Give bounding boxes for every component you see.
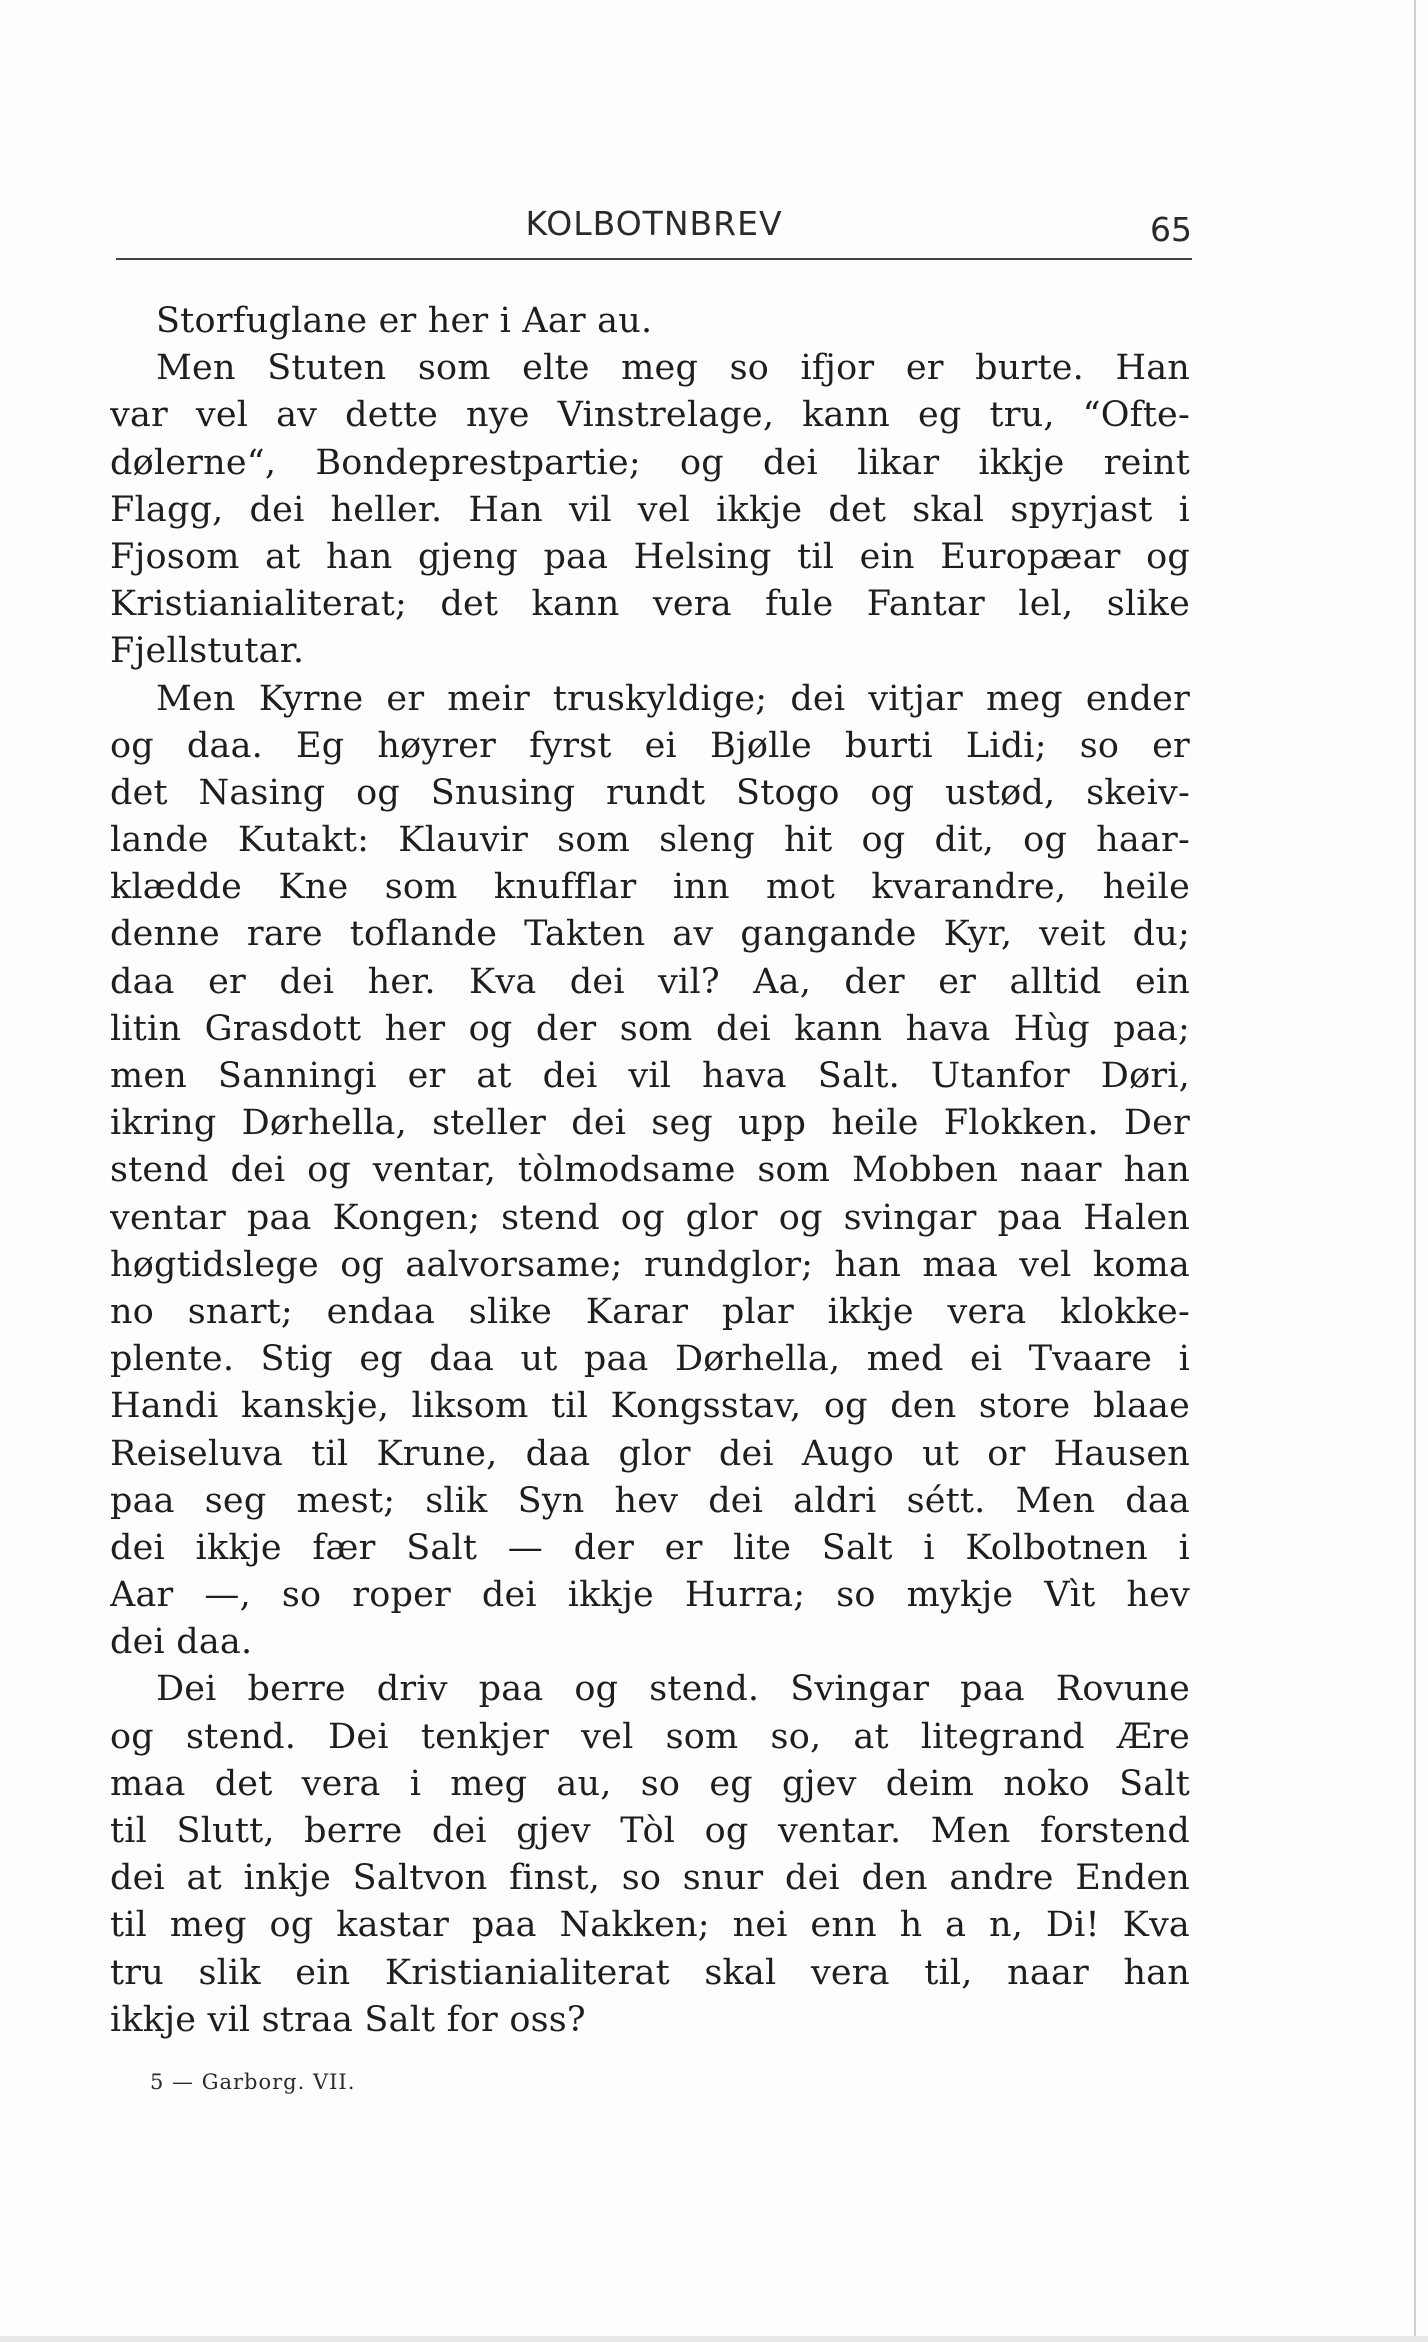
text-line: Men Stuten som elte meg so ifjor er burte. Han	[156, 348, 1190, 389]
body-text	[110, 298, 1190, 2044]
text-line: denne rare toflande Takten av gangande Kyr, veit du;	[110, 914, 1190, 955]
text-line: Reiseluva til Krune, daa glor dei Augo ut or Hausen	[110, 1433, 1190, 1474]
text-line: det Nasing og Snusing rundt Stogo og ustød, skeiv-	[110, 772, 1190, 813]
text-line: Handi kanskje, liksom til Kongsstav, og den store blaae	[110, 1386, 1190, 1427]
text-line: dei ikkje fær Salt — der er lite Salt i Kolbotnen i	[110, 1527, 1190, 1568]
text-line: ikkje vil straa Salt for oss?	[110, 1999, 586, 2040]
text-line: var vel av dette nye Vinstrelage, kann eg tru, “Ofte-	[110, 395, 1190, 436]
page-header	[116, 196, 1192, 256]
text-line: Men Kyrne er meir truskyldige; dei vitjar meg ender	[156, 678, 1190, 719]
text-line: men Sanningi er at dei vil hava Salt. Utanfor Døri,	[110, 1056, 1190, 1096]
text-line: Storfuglane er her i Aar au.	[156, 301, 653, 341]
page-edge-right	[1414, 0, 1416, 2342]
text-line: dei at inkje Saltvon finst, so snur dei den andre Enden	[110, 1858, 1190, 1899]
text-line: og daa. Eg høyrer fyrst ei Bjølle burti Lidi; so er	[110, 725, 1190, 766]
text-line: ikring Dørhella, steller dei seg upp heile Flokken. Der	[110, 1103, 1190, 1144]
text-line: no snart; endaa slike Karar plar ikkje vera klokke-	[110, 1291, 1190, 1332]
text-line: klædde Kne som knufflar inn mot kvarandre, heile	[110, 867, 1190, 908]
text-line: maa det vera i meg au, so eg gjev deim noko Salt	[110, 1763, 1190, 1804]
page-edge-bottom	[0, 2336, 1428, 2342]
text-line: daa er dei her. Kva dei vil? Aa, der er alltid ein	[110, 961, 1190, 1002]
text-line: til meg og kastar paa Nakken; nei enn h a n, Di! Kva	[110, 1905, 1190, 1946]
text-line: Fjosom at han gjeng paa Helsing til ein Europæar og	[110, 536, 1190, 577]
text-line: lande Kutakt: Klauvir som sleng hit og dit, og haar-	[110, 820, 1190, 861]
text-line: Kristianialiterat; det kann vera fule Fantar lel, slike	[110, 584, 1190, 625]
text-line: litin Grasdott her og der som dei kann hava Hùg paa;	[110, 1008, 1190, 1049]
text-line: høgtidslege og aalvorsame; rundglor; han maa vel koma	[110, 1244, 1190, 1285]
text-line: Flagg, dei heller. Han vil vel ikkje det skal spyrjast i	[110, 489, 1190, 530]
text-line: Dei berre driv paa og stend. Svingar paa Rovune	[156, 1669, 1190, 1710]
text-line: stend dei og ventar, tòlmodsame som Mobben naar han	[110, 1150, 1190, 1191]
text-line: tru slik ein Kristianialiterat skal vera til, naar han	[110, 1952, 1190, 1993]
text-line: til Slutt, berre dei gjev Tòl og ventar. Men forstend	[110, 1811, 1190, 1851]
page-number: 65	[1150, 210, 1192, 249]
text-line: dølerne“, Bondeprestpartie; og dei likar ikkje reint	[110, 442, 1190, 483]
text-line: ventar paa Kongen; stend og glor og svingar paa Halen	[110, 1197, 1190, 1238]
printer-signature: 5 — Garborg. VII.	[150, 2070, 356, 2094]
text-line: og stend. Dei tenkjer vel som so, at litegrand Ære	[110, 1716, 1190, 1757]
text-line: Aar —, so roper dei ikkje Hurra; so mykje Vìt hev	[110, 1575, 1190, 1616]
text-line: plente. Stig eg daa ut paa Dørhella, med ei Tvaare i	[110, 1339, 1190, 1380]
header-rule	[116, 258, 1192, 260]
text-line: paa seg mest; slik Syn hev dei aldri sétt. Men daa	[110, 1480, 1190, 1521]
running-head: KOLBOTNBREV	[525, 204, 783, 243]
text-line: dei daa.	[110, 1622, 253, 1663]
text-line: Fjellstutar.	[110, 631, 305, 672]
